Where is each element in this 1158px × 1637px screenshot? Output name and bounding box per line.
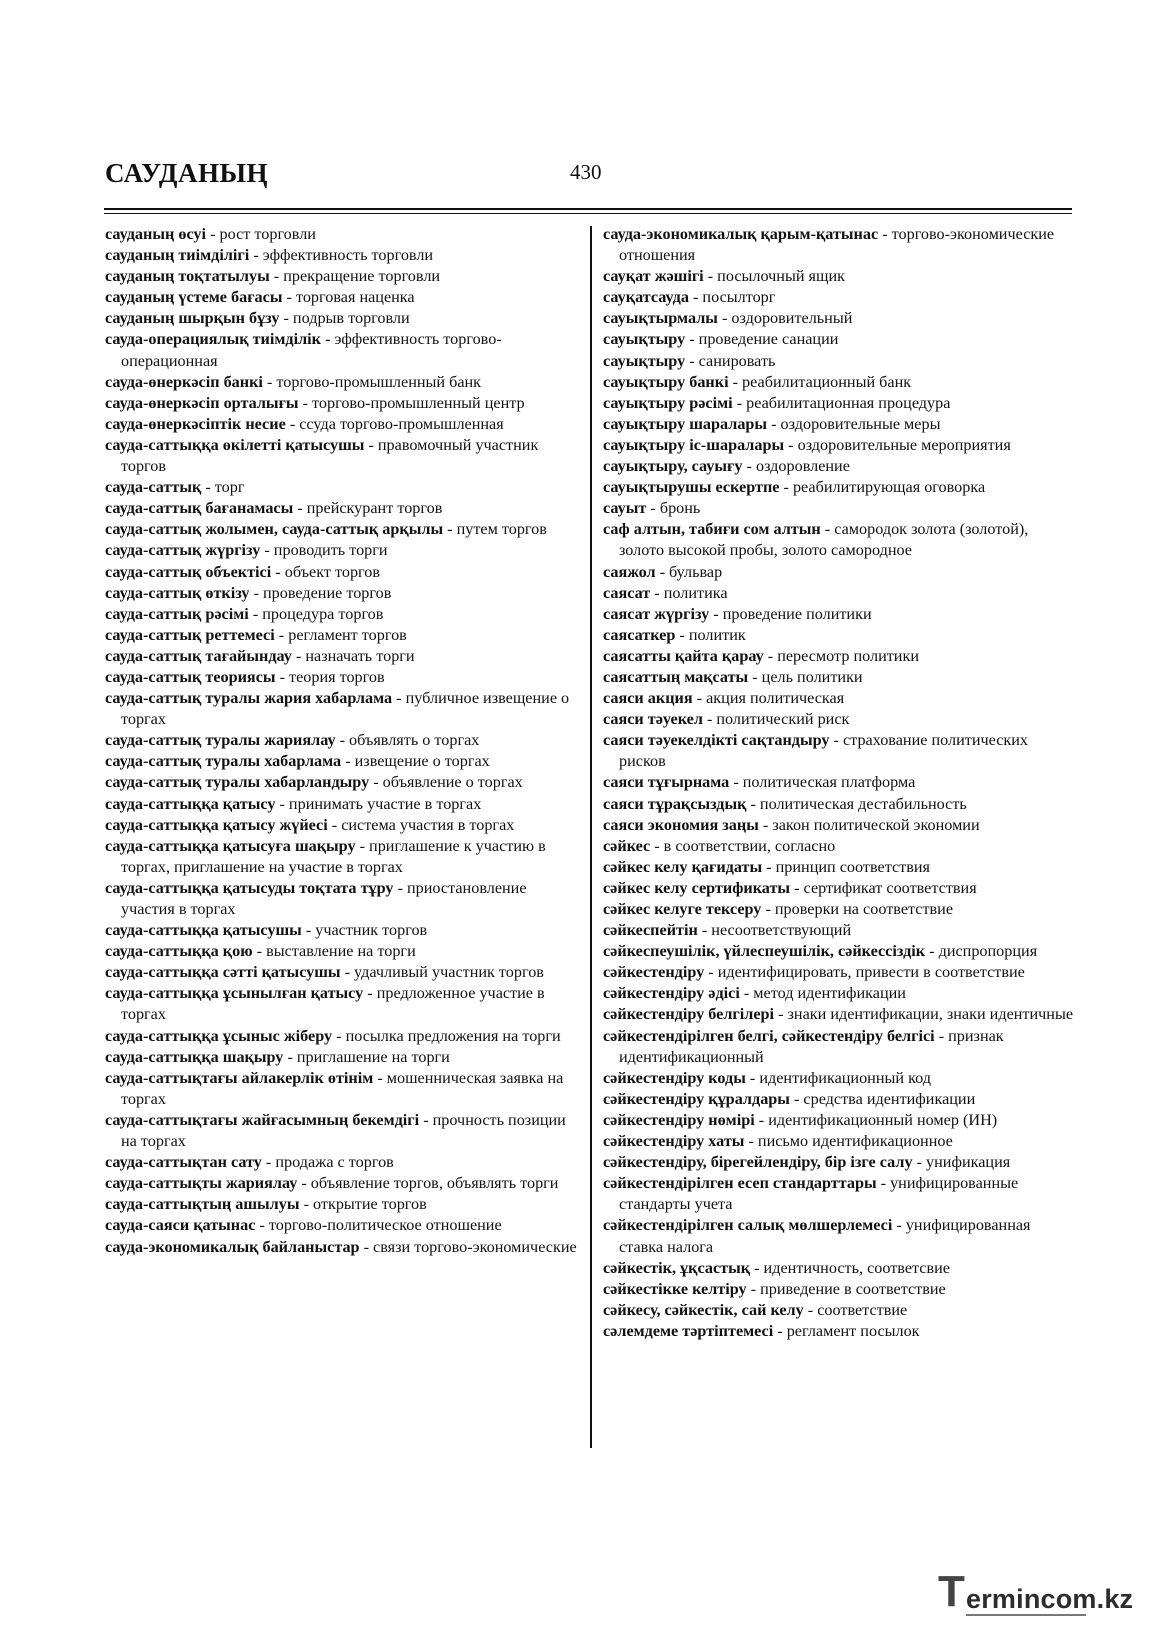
dictionary-entry bbox=[105, 983, 580, 1025]
dictionary-entry bbox=[105, 1194, 580, 1215]
entry-term: сауықтыру рәсімі bbox=[603, 393, 733, 412]
dictionary-entry bbox=[105, 372, 580, 393]
logo-underline bbox=[966, 1614, 1086, 1616]
entry-term: саяси тұрақсыздық bbox=[603, 794, 747, 813]
entry-definition: - бульвар bbox=[655, 562, 723, 581]
entry-term: сауда-өнеркәсіптік несие bbox=[105, 414, 286, 433]
dictionary-entry bbox=[603, 1279, 1077, 1300]
entry-definition: - в соответствии, согласно bbox=[650, 836, 836, 855]
dictionary-entry bbox=[105, 583, 580, 604]
page-number: 430 bbox=[570, 160, 602, 184]
entry-term: сауықтыру bbox=[603, 330, 686, 349]
entry-term: сауданың үстеме бағасы bbox=[105, 288, 283, 307]
entry-term: сауда-саттыққа қою bbox=[105, 942, 253, 961]
dictionary-entry bbox=[105, 435, 580, 477]
entry-term: сауда-саттық bbox=[105, 478, 202, 497]
dictionary-entry bbox=[603, 730, 1077, 772]
dictionary-entry bbox=[603, 1089, 1077, 1110]
entry-term: саяси тұғырнама bbox=[603, 773, 730, 792]
dictionary-entry bbox=[603, 772, 1077, 793]
dictionary-entry bbox=[105, 287, 580, 308]
entry-definition: - мошенническая заявка на торгах bbox=[121, 1068, 564, 1108]
entry-term: саясатты қайта қарау bbox=[603, 646, 764, 665]
entry-term: саяси тәуекел bbox=[603, 710, 703, 729]
dictionary-entry bbox=[105, 224, 580, 245]
dictionary-entry bbox=[105, 1068, 580, 1110]
entry-definition: - торгово-промышленный центр bbox=[298, 393, 525, 412]
entry-definition: - оздоровительные меры bbox=[767, 414, 941, 433]
entry-term: сауда-саттыққа сәтті қатысушы bbox=[105, 963, 341, 982]
entry-term: саясат жүргізу bbox=[603, 604, 710, 623]
dictionary-entry bbox=[105, 688, 580, 730]
entry-definition: - торгово-политическое отношение bbox=[255, 1216, 502, 1235]
entry-definition: - проверки на соответствие bbox=[761, 900, 954, 918]
header-rule-thick bbox=[104, 208, 1072, 210]
entry-definition: - политика bbox=[650, 583, 728, 602]
entry-definition: - посылочный ящик bbox=[703, 267, 845, 286]
dictionary-entry bbox=[603, 920, 1077, 941]
entry-definition: - метод идентификации bbox=[739, 984, 906, 1003]
dictionary-entry bbox=[603, 1004, 1077, 1025]
entry-definition: - санировать bbox=[685, 351, 776, 370]
entry-definition: - реабилитирующая оговорка bbox=[779, 478, 986, 497]
header-word: САУДАНЫҢ bbox=[105, 158, 268, 188]
dictionary-entry bbox=[105, 519, 580, 540]
entry-definition: - политик bbox=[675, 625, 746, 644]
entry-term: сәйкес келу сертификаты bbox=[603, 878, 791, 897]
entry-term: сауықтыру іс-шаралары bbox=[603, 435, 785, 454]
entry-term: сәйкестендірілген белгі, сәйкестендіру белгісі bbox=[603, 1026, 935, 1045]
dictionary-entry bbox=[105, 878, 580, 920]
entry-term: сауқатсауда bbox=[603, 288, 689, 307]
entry-definition: - прекращение торговли bbox=[269, 267, 441, 286]
entry-term: сауда-саттық туралы жария хабарлама bbox=[105, 689, 393, 708]
right-column bbox=[603, 224, 1077, 1342]
dictionary-entry bbox=[603, 878, 1077, 899]
entry-term: сауқат жәшігі bbox=[603, 267, 704, 286]
entry-definition: - система участия в торгах bbox=[327, 815, 515, 834]
dictionary-entry bbox=[603, 646, 1077, 667]
entry-term: сауда-экономикалық қарым-қатынас bbox=[603, 225, 879, 243]
entry-term: саф алтын, табиғи сом алтын bbox=[603, 520, 821, 539]
entry-term: сәйкестік, ұқсастық bbox=[603, 1258, 751, 1277]
entry-term: сауда-саттыққа ұсынылған қатысу bbox=[105, 984, 364, 1003]
entry-definition: - цель политики bbox=[748, 667, 863, 686]
entry-term: сауданың шырқын бұзу bbox=[105, 309, 280, 328]
entry-term: сәйкеспеушілік, үйлеспеушілік, сәйкессіздік bbox=[603, 942, 926, 961]
dictionary-entry bbox=[105, 604, 580, 625]
entry-definition: - оздоровительные мероприятия bbox=[784, 435, 1011, 454]
entry-definition: - акция политическая bbox=[692, 689, 845, 708]
dictionary-entry bbox=[603, 688, 1077, 709]
entry-term: сауда-саттыққа қатысу bbox=[105, 794, 276, 813]
entry-definition: - публичное извещение о торгах bbox=[121, 689, 570, 729]
entry-term: сауда-саттыққа қатысуды тоқтата тұру bbox=[105, 878, 394, 897]
entry-term: сәйкес келу қағидаты bbox=[603, 857, 763, 876]
entry-term: сауда-саттық теориясы bbox=[105, 667, 276, 686]
dictionary-entry bbox=[603, 1026, 1077, 1068]
dictionary-entry bbox=[105, 329, 580, 371]
entry-term: сәйкес bbox=[603, 836, 651, 855]
dictionary-entry bbox=[105, 962, 580, 983]
entry-definition: - рост торговли bbox=[206, 225, 316, 243]
entry-definition: - торговая наценка bbox=[282, 288, 415, 307]
entry-definition: - регламент посылок bbox=[773, 1321, 920, 1340]
column-divider bbox=[590, 226, 592, 1448]
entry-definition: - открытие торгов bbox=[299, 1195, 427, 1214]
entry-term: саяси экономия заңы bbox=[603, 815, 759, 834]
entry-definition: - эффективность торгово-операционная bbox=[121, 330, 502, 370]
entry-definition: - проводить торги bbox=[260, 541, 388, 560]
entry-definition: - прейскурант торгов bbox=[293, 499, 443, 518]
dictionary-entry bbox=[603, 1215, 1077, 1257]
dictionary-entry bbox=[603, 435, 1077, 456]
entry-term: сәйкестікке келтіру bbox=[603, 1279, 747, 1298]
entry-definition: - торгово-промышленный банк bbox=[262, 372, 482, 391]
entry-definition: - реабилитационный банк bbox=[728, 372, 912, 391]
entry-definition: - приостановление участия в торгах bbox=[121, 878, 527, 918]
entry-term: саясат bbox=[603, 583, 651, 602]
entry-definition: - проведение торгов bbox=[249, 583, 392, 602]
entry-definition: - проведение санации bbox=[685, 330, 839, 349]
dictionary-entry bbox=[105, 1173, 580, 1194]
entry-term: сәйкестендіру белгілері bbox=[603, 1005, 775, 1024]
entry-term: сауда-саттық объектісі bbox=[105, 562, 272, 581]
dictionary-entry bbox=[603, 604, 1077, 625]
entry-definition: - связи торгово-экономические bbox=[359, 1237, 577, 1256]
entry-definition: - назначать торги bbox=[291, 646, 415, 665]
entry-definition: - средства идентификации bbox=[789, 1089, 976, 1108]
dictionary-entry bbox=[105, 414, 580, 435]
dictionary-entry bbox=[603, 857, 1077, 878]
dictionary-entry bbox=[105, 1152, 580, 1173]
entry-definition: - объявление торгов, объявлять торги bbox=[297, 1174, 559, 1193]
entry-definition: - объявлять о торгах bbox=[335, 731, 480, 750]
entry-term: сауда-саттықтағы айлакерлік өтінім bbox=[105, 1068, 374, 1087]
entry-term: сауда-операциялық тиімділік bbox=[105, 330, 322, 349]
entry-definition: - проведение политики bbox=[709, 604, 872, 623]
dictionary-entry bbox=[105, 646, 580, 667]
entry-definition: - посылторг bbox=[688, 288, 776, 307]
dictionary-entry bbox=[603, 667, 1077, 688]
entry-term: сауда-саттыққа өкілетті қатысушы bbox=[105, 435, 365, 454]
entry-term: сауықтыру шаралары bbox=[603, 414, 768, 433]
entry-definition: - подрыв торговли bbox=[279, 309, 410, 328]
entry-definition: - торг bbox=[201, 478, 245, 497]
entry-term: сәйкестендіру коды bbox=[603, 1068, 746, 1087]
entry-definition: - выставление на торги bbox=[252, 942, 416, 961]
entry-definition: - письмо идентификационное bbox=[744, 1132, 953, 1151]
dictionary-entry bbox=[603, 625, 1077, 646]
dictionary-entry bbox=[603, 1152, 1077, 1173]
entry-term: сауда-саттық реттемесі bbox=[105, 625, 275, 644]
dictionary-entry bbox=[105, 772, 580, 793]
entry-definition: - идентификационный номер (ИН) bbox=[754, 1110, 998, 1129]
entry-definition: - реабилитационная процедура bbox=[732, 393, 951, 412]
entry-term: сауда-саттықтан сату bbox=[105, 1153, 262, 1172]
dictionary-entry bbox=[105, 1047, 580, 1068]
entry-definition: - продажа с торгов bbox=[261, 1153, 394, 1172]
dictionary-entry bbox=[603, 899, 1077, 920]
entry-term: сауда-саттыққа қатысушы bbox=[105, 921, 302, 940]
dictionary-entry bbox=[105, 920, 580, 941]
dictionary-entry bbox=[603, 836, 1077, 857]
entry-term: сауда-саттық туралы хабарлама bbox=[105, 752, 342, 771]
dictionary-entry bbox=[603, 1258, 1077, 1279]
entry-term: саяси тәуекелдікті сақтандыру bbox=[603, 731, 830, 750]
dictionary-entry bbox=[603, 414, 1077, 435]
entry-definition: - удачливый участник торгов bbox=[340, 963, 544, 982]
dictionary-entry bbox=[105, 540, 580, 561]
entry-term: саяжол bbox=[603, 562, 656, 581]
dictionary-entry bbox=[105, 308, 580, 329]
entry-term: сауда-саяси қатынас bbox=[105, 1216, 256, 1235]
entry-term: саяси акция bbox=[603, 689, 693, 708]
dictionary-entry bbox=[603, 941, 1077, 962]
dictionary-entry bbox=[105, 245, 580, 266]
termincom-logo[interactable] bbox=[938, 1567, 1143, 1620]
logo-text: ermincom.kz bbox=[966, 1584, 1134, 1614]
dictionary-entry bbox=[105, 730, 580, 751]
entry-term: сәйкесу, сәйкестік, сай келу bbox=[603, 1300, 804, 1319]
entry-definition: - регламент торгов bbox=[274, 625, 407, 644]
logo-first-letter: T bbox=[938, 1567, 965, 1616]
dictionary-entry bbox=[603, 983, 1077, 1004]
entry-definition: - прочность позиции на торгах bbox=[121, 1110, 566, 1151]
entry-definition: - оздоровление bbox=[742, 457, 850, 476]
dictionary-entry bbox=[603, 393, 1077, 414]
dictionary-entry bbox=[603, 287, 1077, 308]
dictionary-entry bbox=[105, 941, 580, 962]
dictionary-entry bbox=[603, 224, 1077, 266]
entry-definition: - знаки идентификации, знаки идентичные bbox=[774, 1005, 1074, 1024]
entry-definition: - извещение о торгах bbox=[341, 752, 490, 771]
entry-definition: - предложенное участие в торгах bbox=[121, 984, 545, 1024]
dictionary-entry bbox=[105, 498, 580, 519]
entry-definition: - соответствие bbox=[803, 1300, 908, 1319]
entry-definition: - ссуда торгово-промышленная bbox=[285, 414, 504, 433]
entry-definition: - политическая дестабильность bbox=[746, 794, 967, 813]
entry-definition: - объявление о торгах bbox=[369, 773, 523, 792]
dictionary-entry bbox=[105, 815, 580, 836]
entry-term: сауданың тиімділігі bbox=[105, 246, 250, 265]
entry-term: сауда-саттыққа шақыру bbox=[105, 1047, 284, 1066]
entry-term: сауда-өнеркәсіп банкі bbox=[105, 372, 263, 391]
dictionary-entry bbox=[105, 1215, 580, 1236]
entry-definition: - путем торгов bbox=[443, 520, 547, 539]
entry-term: сәйкестендіру хаты bbox=[603, 1132, 745, 1151]
entry-definition: - правомочный участник торгов bbox=[121, 435, 539, 476]
entry-definition: - торгово-экономические отношения bbox=[619, 225, 1055, 265]
entry-term: саясаттың мақсаты bbox=[603, 667, 749, 686]
entry-term: сәйкестендіру әдісі bbox=[603, 984, 740, 1003]
dictionary-entry bbox=[105, 1237, 580, 1258]
entry-definition: - принцип соответствия bbox=[762, 857, 930, 876]
entry-term: сауда-саттық туралы жариялау bbox=[105, 731, 336, 750]
entry-definition: - политическая платформа bbox=[729, 773, 916, 792]
dictionary-entry bbox=[105, 836, 580, 878]
dictionary-entry bbox=[603, 308, 1077, 329]
entry-definition: - оздоровительный bbox=[717, 309, 853, 328]
entry-term: сауда-саттыққа қатысуға шақыру bbox=[105, 836, 356, 855]
entry-term: сауда-саттық бағанамасы bbox=[105, 499, 294, 518]
entry-definition: - посылка предложения на торги bbox=[332, 1026, 561, 1045]
entry-term: сауда-өнеркәсіп орталығы bbox=[105, 393, 299, 412]
entry-term: сәйкестендірілген салық мөлшерлемесі bbox=[603, 1216, 893, 1235]
entry-definition: - участник торгов bbox=[301, 921, 428, 940]
entry-term: сауықтыру банкі bbox=[603, 372, 729, 391]
entry-term: сәйкеспейтін bbox=[603, 921, 698, 940]
entry-term: сәйкестендірілген есеп стандарттары bbox=[603, 1174, 877, 1193]
entry-term: сауда-саттық жолымен, сауда-саттық арқылы bbox=[105, 520, 444, 539]
dictionary-entry bbox=[603, 519, 1077, 561]
entry-definition: - пересмотр политики bbox=[763, 646, 920, 665]
dictionary-entry bbox=[105, 794, 580, 815]
entry-term: сауда-саттықтың ашылуы bbox=[105, 1195, 300, 1214]
dictionary-entry bbox=[603, 266, 1077, 287]
dictionary-entry bbox=[105, 477, 580, 498]
left-column bbox=[105, 224, 580, 1258]
entry-definition: - приглашение на торги bbox=[283, 1047, 450, 1066]
dictionary-entry bbox=[603, 329, 1077, 350]
entry-definition: - сертификат соответствия bbox=[790, 878, 977, 897]
entry-definition: - приглашение к участию в торгах, приглашение на участие в торгах bbox=[121, 836, 546, 876]
entry-term: сәлемдеме тәртіптемесі bbox=[603, 1321, 774, 1340]
entry-term: сауда-саттық өткізу bbox=[105, 583, 250, 602]
entry-definition: - несоответствующий bbox=[697, 921, 852, 940]
entry-term: сауда-саттық тағайындау bbox=[105, 646, 292, 665]
entry-definition: - унификация bbox=[912, 1153, 1011, 1172]
entry-term: сауда-саттықты жариялау bbox=[105, 1174, 298, 1193]
entry-definition: - теория торгов bbox=[275, 667, 385, 686]
dictionary-entry bbox=[603, 1131, 1077, 1152]
entry-term: сауықтыру, сауығу bbox=[603, 457, 743, 476]
entry-definition: - эффективность торговли bbox=[249, 246, 434, 265]
entry-term: сауда-экономикалық байланыстар bbox=[105, 1237, 360, 1256]
entry-term: сәйкестендіру нөмірі bbox=[603, 1110, 755, 1129]
dictionary-entry bbox=[603, 562, 1077, 583]
dictionary-entry bbox=[105, 751, 580, 772]
entry-term: сауықтырмалы bbox=[603, 309, 718, 328]
dictionary-entry bbox=[603, 456, 1077, 477]
dictionary-entry bbox=[105, 667, 580, 688]
dictionary-entry bbox=[105, 1110, 580, 1152]
entry-definition: - признак идентификационный bbox=[619, 1026, 1004, 1066]
entry-definition: - процедура торгов bbox=[248, 604, 384, 623]
entry-definition: - идентичность, соответсвие bbox=[750, 1258, 950, 1277]
dictionary-entry bbox=[603, 709, 1077, 730]
dictionary-entry bbox=[105, 625, 580, 646]
dictionary-entry bbox=[603, 1068, 1077, 1089]
entry-term: сауыт bbox=[603, 499, 647, 518]
entry-term: сауда-саттық туралы хабарландыру bbox=[105, 773, 370, 792]
entry-term: сауда-саттыққа ұсыныс жіберу bbox=[105, 1026, 333, 1045]
entry-term: сауда-саттық рәсімі bbox=[105, 604, 249, 623]
entry-definition: - бронь bbox=[646, 499, 701, 518]
dictionary-entry bbox=[603, 351, 1077, 372]
dictionary-entry bbox=[603, 372, 1077, 393]
entry-definition: - приведение в соответствие bbox=[746, 1279, 946, 1298]
entry-term: сәйкес келуге тексеру bbox=[603, 900, 762, 918]
dictionary-entry bbox=[603, 583, 1077, 604]
dictionary-entry bbox=[603, 1321, 1077, 1342]
entry-term: сәйкестендіру bbox=[603, 963, 705, 982]
entry-definition: - диспропорция bbox=[925, 942, 1038, 961]
entry-definition: - идентифицировать, привести в соответствие bbox=[704, 963, 1025, 982]
dictionary-entry bbox=[105, 266, 580, 287]
entry-definition: - самородок золота (золотой), золото высокой пробы, золото самородное bbox=[619, 520, 1029, 560]
dictionary-entry bbox=[105, 562, 580, 583]
entry-definition: - политический риск bbox=[702, 710, 850, 729]
dictionary-entry bbox=[603, 815, 1077, 836]
entry-term: сауданың тоқтатылуы bbox=[105, 267, 270, 286]
entry-definition: - страхование политических рисков bbox=[619, 731, 1029, 771]
entry-term: сауданың өсуі bbox=[105, 225, 207, 243]
entry-definition: - принимать участие в торгах bbox=[275, 794, 482, 813]
header-rule-thin bbox=[104, 213, 1072, 214]
dictionary-entry bbox=[603, 477, 1077, 498]
entry-term: сауда-саттықтағы жайғасымның бекемдігі bbox=[105, 1110, 420, 1129]
dictionary-entry bbox=[603, 498, 1077, 519]
entry-term: сауда-саттық жүргізу bbox=[105, 541, 261, 560]
entry-definition: - унифицированная ставка налога bbox=[619, 1216, 1031, 1256]
dictionary-entry bbox=[105, 1026, 580, 1047]
dictionary-entry bbox=[603, 962, 1077, 983]
entry-term: сәйкестендіру құралдары bbox=[603, 1089, 790, 1108]
dictionary-entry bbox=[603, 1173, 1077, 1215]
entry-term: сәйкестендіру, бірегейлендіру, бір ізге салу bbox=[603, 1153, 913, 1172]
entry-term: сауықтыру bbox=[603, 351, 686, 370]
dictionary-entry bbox=[603, 1300, 1077, 1321]
dictionary-entry bbox=[603, 1110, 1077, 1131]
entry-term: саясаткер bbox=[603, 625, 676, 644]
entry-definition: - унифицированные стандарты учета bbox=[619, 1174, 1019, 1214]
entry-definition: - объект торгов bbox=[271, 562, 381, 581]
dictionary-entry bbox=[105, 393, 580, 414]
entry-term: сауда-саттыққа қатысу жүйесі bbox=[105, 815, 328, 834]
entry-definition: - закон политической экономии bbox=[758, 815, 980, 834]
entry-term: сауықтырушы ескертпе bbox=[603, 478, 780, 497]
dictionary-entry bbox=[603, 794, 1077, 815]
entry-definition: - идентификационный код bbox=[745, 1068, 932, 1087]
